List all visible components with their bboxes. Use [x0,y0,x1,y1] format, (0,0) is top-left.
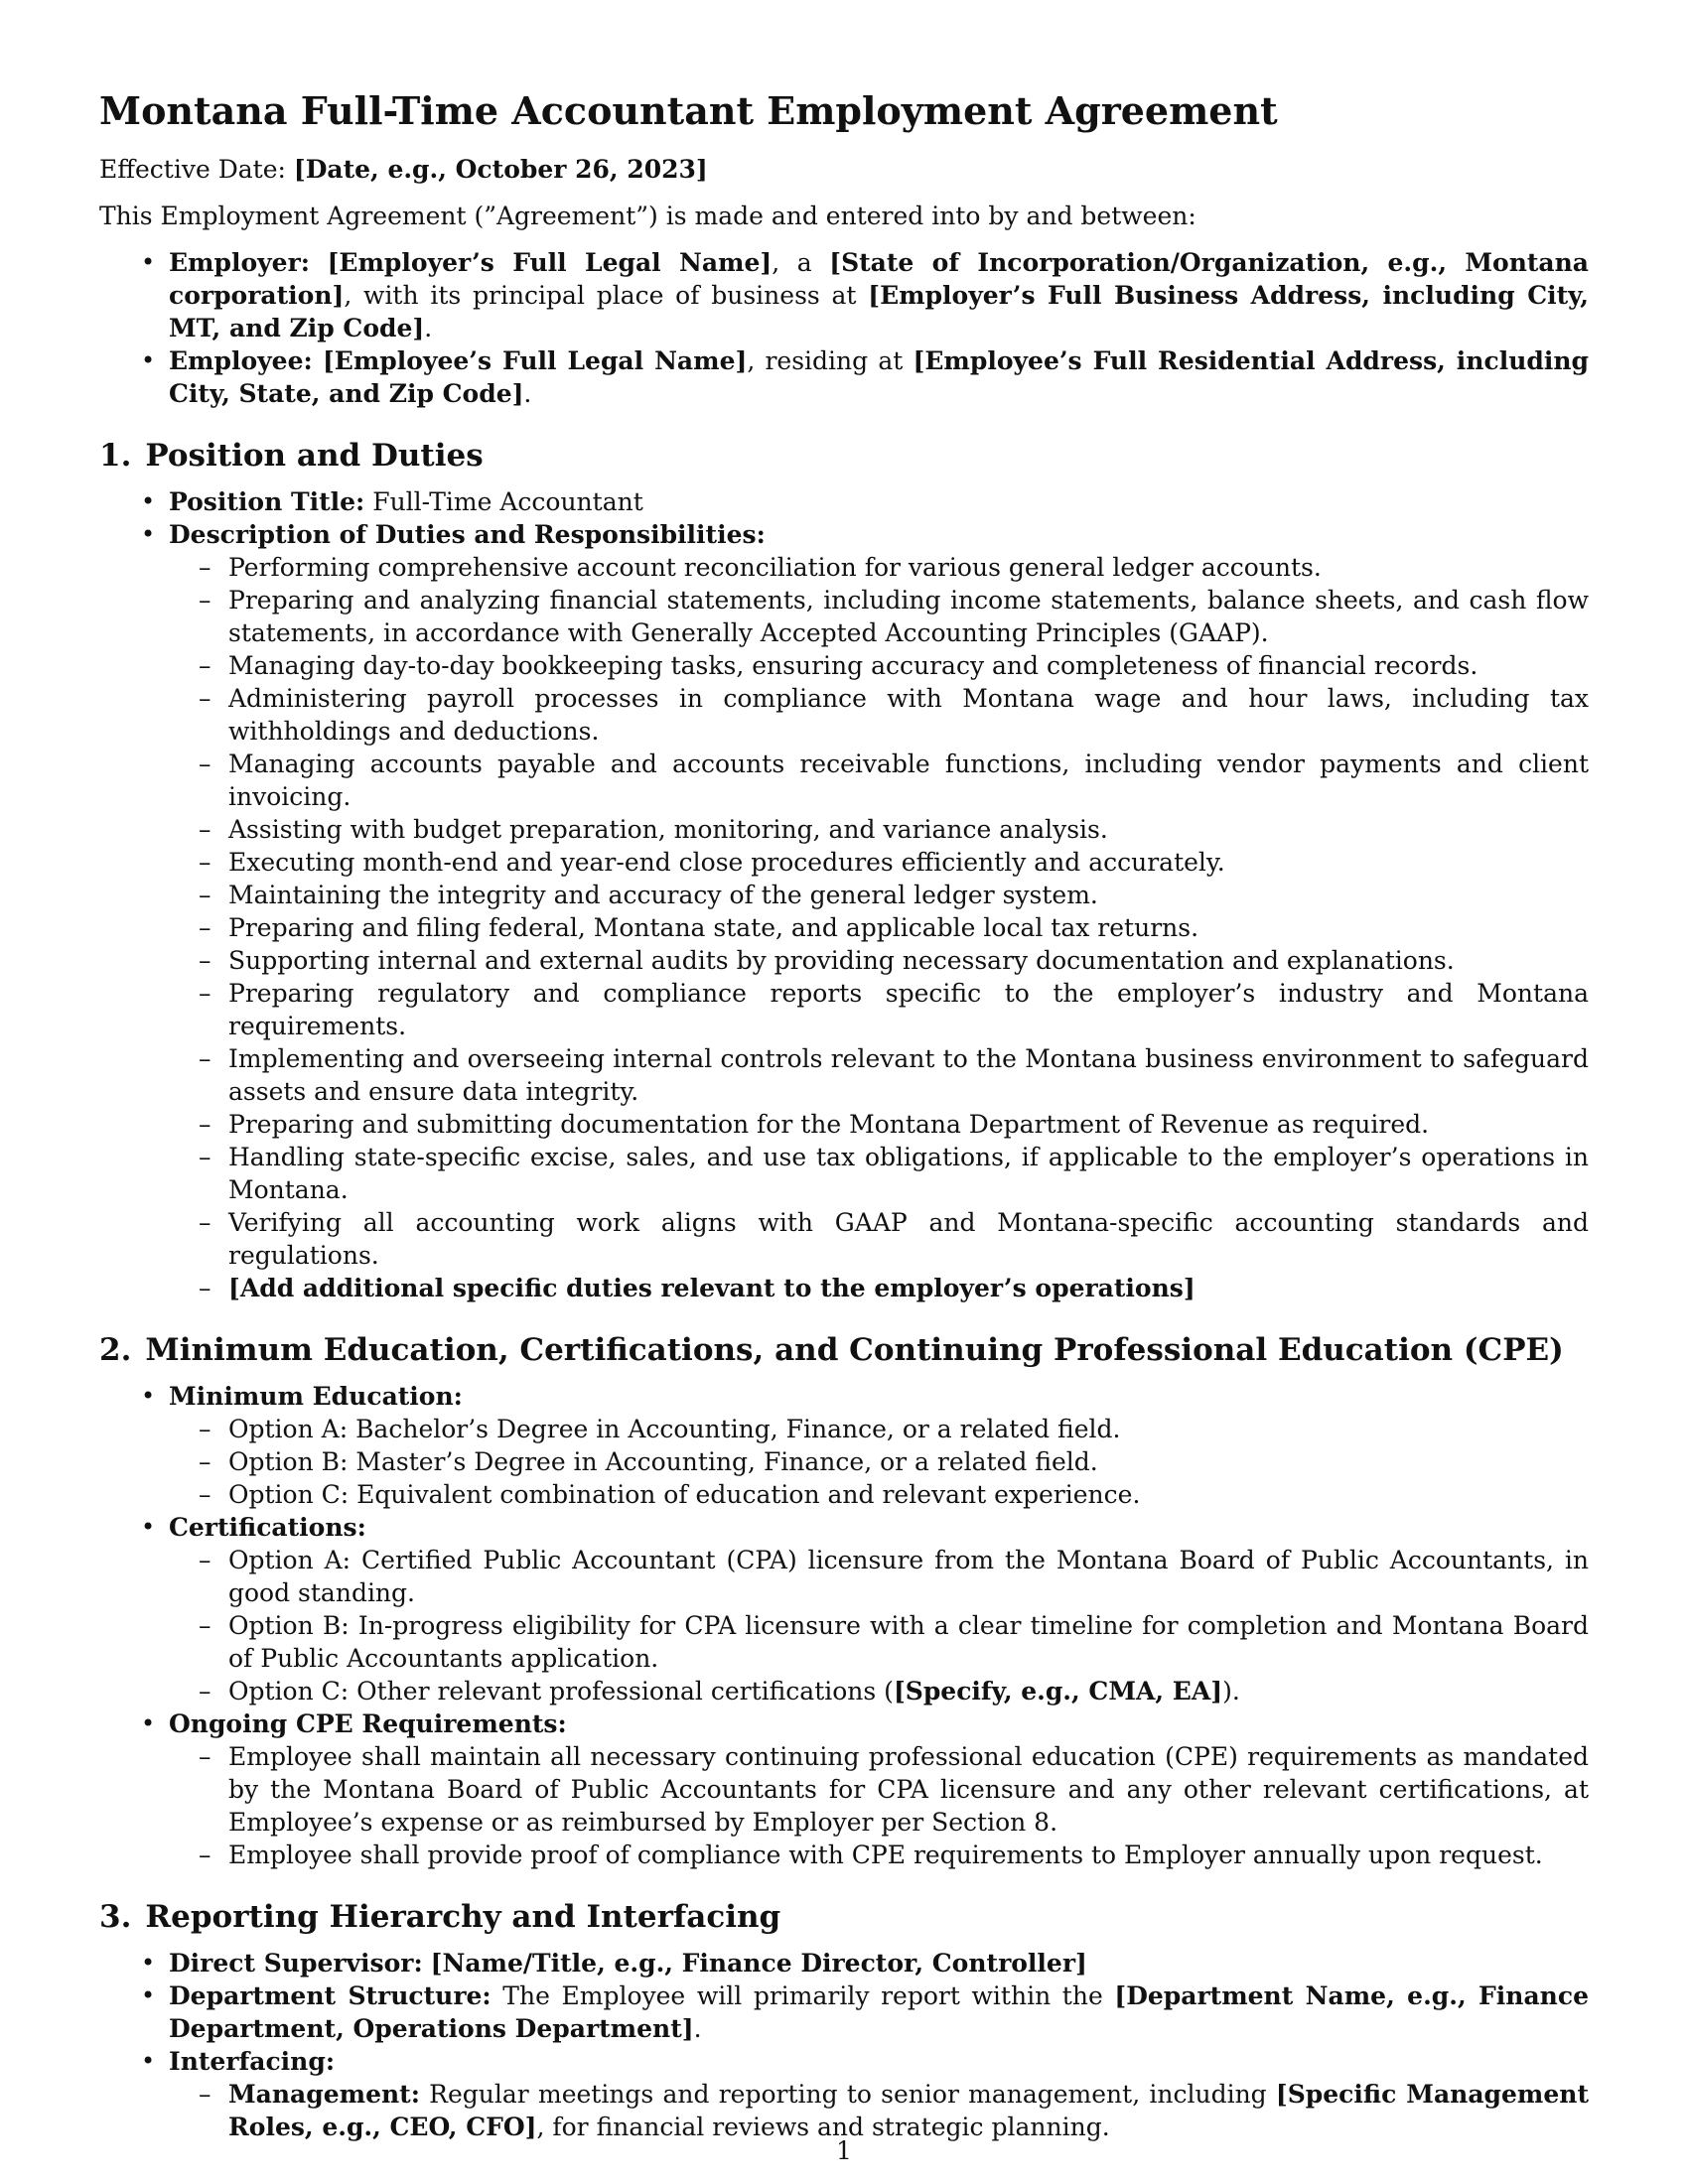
position-title-value: Full-Time Accountant [372,487,643,516]
employee-label: Employee: [169,346,313,375]
duty-placeholder [228,1272,1589,1304]
section-1-list [99,485,1589,1304]
cpe-requirement: – Employee shall provide proof of compliance with CPE requirements to Employer annually upon request. [228,1839,1589,1871]
management-item [228,2078,1589,2143]
duties-label: Description of Duties and Responsibilities: [169,520,766,549]
section-2-list [99,1380,1589,1871]
certification-option: – Option B: In-progress eligibility for CPA licensure with a clear timeline for completion and Montana Board of Public Accountants application. [228,1609,1589,1675]
certification-option [228,1675,1589,1707]
section-3-heading [99,1897,1589,1937]
education-option: – Option A: Bachelor’s Degree in Accounting, Finance, or a related field. [228,1413,1589,1445]
interfacing-label: Interfacing: [169,2047,336,2076]
duty-placeholder-text: [Add additional specific duties relevant to the employer’s operations] [228,1274,1196,1302]
department-end: . [693,2014,702,2043]
document-title: Montana Full-Time Accountant Employment Agreement [99,88,1278,133]
education-list [169,1413,1589,1511]
interfacing-item [169,2045,1589,2143]
management-label: Management: [228,2080,420,2109]
section-1-number: 1. [99,438,132,474]
section-2-title: Minimum Education, Certifications, and Continuing Professional Education (CPE) [145,1332,1564,1368]
duty-item: – Assisting with budget preparation, monitoring, and variance analysis. [228,813,1589,846]
duty-item: – Executing month-end and year-end close procedures efficiently and accurately. [228,846,1589,879]
duty-item: – Preparing regulatory and compliance reports specific to the employer’s industry and Montana requirements. [228,977,1589,1042]
duty-item: – Preparing and filing federal, Montana state, and applicable local tax returns. [228,911,1589,944]
duty-item: – Performing comprehensive account reconciliation for various general ledger accounts. [228,551,1589,584]
management-value: [Specific Management Roles, e.g., CEO, CFO] [228,2080,1589,2141]
duty-item: – Maintaining the integrity and accuracy of the general ledger system. [228,879,1589,911]
education-option: – Option B: Master’s Degree in Accounting, Finance, or a related field. [228,1445,1589,1478]
party-employee [169,344,1589,410]
duty-item: – Managing day-to-day bookkeeping tasks, ensuring accuracy and completeness of financial records. [228,649,1589,682]
employee-name: [Employee’s Full Legal Name] [322,346,748,375]
education-item [169,1380,1589,1511]
section-2-heading [99,1330,1589,1370]
duty-item: – Supporting internal and external audits by providing necessary documentation and explanations. [228,944,1589,977]
section-1-heading [99,436,1589,476]
employer-text-1: , a [772,248,830,277]
intro-paragraph: This Employment Agreement (”Agreement”) is made and entered into by and between: [99,202,1196,230]
employer-name: [Employer’s Full Legal Name] [327,248,773,277]
cpe-requirement: – Employee shall maintain all necessary continuing professional education (CPE) requirements as mandated by the Montana Board of Public Accountants for CPA licensure and any other relevant certifications, at Employee’s expense or as reimbursed by Employer per Section 8. [228,1740,1589,1839]
document-page [99,87,1589,2147]
employer-text-2: , with its principal place of business at [344,281,869,310]
cpe-label: Ongoing CPE Requirements: [169,1709,567,1738]
employee-text-1: , residing at [747,346,914,375]
education-option: – Option C: Equivalent combination of education and relevant experience. [228,1478,1589,1511]
page-number: 1 [836,2136,852,2165]
duty-item: – Handling state-specific excise, sales, and use tax obligations, if applicable to the employer’s operations in Montana. [228,1141,1589,1206]
section-2-number: 2. [99,1332,132,1368]
cpe-item [169,1707,1589,1871]
supervisor-value: [Name/Title, e.g., Finance Director, Controller] [430,1949,1087,1978]
duty-item: – Verifying all accounting work aligns with GAAP and Montana-specific accounting standards and regulations. [228,1206,1589,1272]
management-text: Regular meetings and reporting to senior management, including [419,2080,1276,2109]
employee-address: [Employee’s Full Residential Address, including City, State, and Zip Code] [169,346,1590,408]
cert-c-text: Option C: Other relevant professional certifications ( [228,1677,894,1706]
department-text: The Employee will primarily report within the [491,1981,1115,2010]
employer-address: [Employer’s Full Business Address, including City, MT, and Zip Code] [169,281,1590,342]
certifications-item [169,1511,1589,1707]
cpe-list [169,1740,1589,1871]
supervisor-item [169,1947,1589,1979]
section-3-number: 3. [99,1899,132,1935]
employer-state: [State of Incorporation/Organization, e.g., Montana corporation] [169,248,1589,310]
certification-option: – Option A: Certified Public Accountant (CPA) licensure from the Montana Board of Public Accountants, in good standing. [228,1544,1589,1609]
duty-item: – Implementing and overseeing internal controls relevant to the Montana business environment to safeguard assets and ensure data integrity. [228,1042,1589,1108]
department-item [169,1979,1589,2045]
interfacing-list [169,2078,1589,2143]
employer-text-3: . [424,314,433,342]
department-value: [Department Name, e.g., Finance Department, Operations Department] [169,1981,1589,2043]
duty-item: – Managing accounts payable and accounts receivable functions, including vendor payments and client invoicing. [228,748,1589,813]
effective-date-value: [Date, e.g., October 26, 2023] [293,155,708,184]
employer-label: Employer: [169,248,310,277]
duty-item: – Administering payroll processes in compliance with Montana wage and hour laws, including tax withholdings and deductions. [228,682,1589,748]
effective-date [99,153,1589,186]
education-label: Minimum Education: [169,1382,463,1411]
duties-item [169,518,1589,1304]
section-3-list [99,1947,1589,2143]
duty-item: – Preparing and analyzing financial statements, including income statements, balance sheets, and cash flow statements, in accordance with Generally Accepted Accounting Principles (GAAP). [228,584,1589,649]
duties-list [169,551,1589,1304]
management-end: , for financial reviews and strategic planning. [536,2113,1110,2141]
cert-c-end: ). [1222,1677,1240,1706]
party-employer [169,246,1589,344]
position-title-item [169,485,1589,518]
parties-list [99,246,1589,410]
section-1-title: Position and Duties [145,438,484,474]
position-title-label: Position Title: [169,487,365,516]
supervisor-label: Direct Supervisor: [169,1949,423,1978]
cert-c-placeholder: [Specify, e.g., CMA, EA] [893,1677,1223,1706]
department-label: Department Structure: [169,1981,492,2010]
duty-item: – Preparing and submitting documentation for the Montana Department of Revenue as required. [228,1108,1589,1141]
certifications-list [169,1544,1589,1707]
employee-text-2: . [523,379,532,408]
certifications-label: Certifications: [169,1513,366,1542]
section-3-title: Reporting Hierarchy and Interfacing [145,1899,781,1935]
effective-date-label: Effective Date: [99,155,294,184]
